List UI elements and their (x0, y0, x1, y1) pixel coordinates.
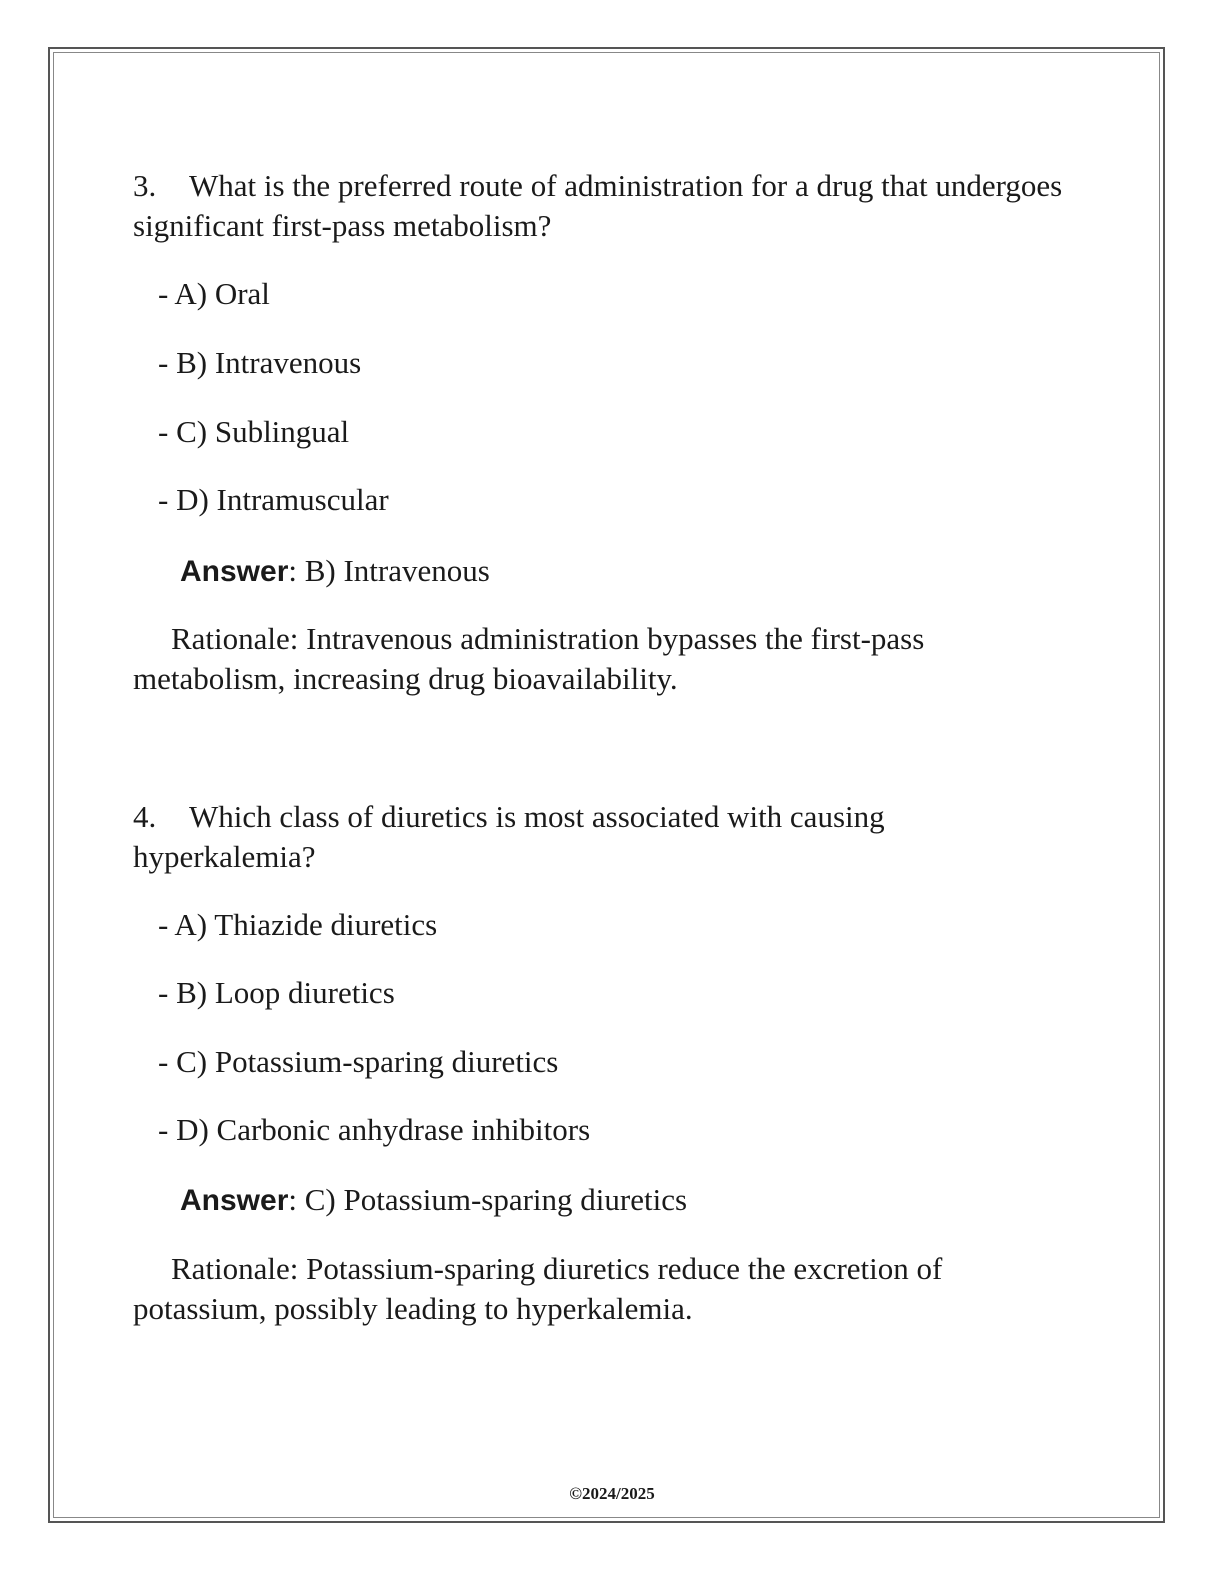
option-c: - C) Sublingual (158, 414, 350, 449)
option-a: - A) Thiazide diuretics (158, 907, 438, 942)
answer-line (133, 551, 490, 592)
question-text (133, 797, 1073, 877)
question-number: 4. (133, 799, 157, 834)
answer-line (133, 1180, 687, 1221)
rationale: Rationale: Potassium-sparing diuretics reduce the excretion of potassium, possibly leading to hyperkalemia. (133, 1251, 943, 1326)
option-d: - D) Carbonic anhydrase inhibitors (158, 1112, 591, 1147)
option-b: - B) Intravenous (158, 345, 362, 380)
question-number: 3. (133, 168, 157, 203)
question-4 (133, 797, 1073, 877)
option-b: - B) Loop diuretics (158, 975, 395, 1010)
answer-label: Answer (180, 1184, 289, 1217)
answer-label: Answer (180, 555, 289, 588)
answer-value: : C) Potassium-sparing diuretics (288, 1182, 688, 1217)
question-prompt: Which class of diuretics is most associated with causing hyperkalemia? (133, 799, 885, 874)
question-text (133, 166, 1073, 246)
option-a: - A) Oral (158, 276, 270, 311)
copyright-footer: ©2024/2025 (569, 1484, 655, 1503)
option-d: - D) Intramuscular (158, 482, 389, 517)
question-3 (133, 166, 1073, 246)
option-c: - C) Potassium-sparing diuretics (158, 1044, 559, 1079)
rationale: Rationale: Intravenous administration bypasses the first-pass metabolism, increasing drug bioavailability. (133, 621, 925, 696)
answer-value: : B) Intravenous (288, 553, 490, 588)
question-prompt: What is the preferred route of administration for a drug that undergoes significant first-pass metabolism? (133, 168, 1063, 243)
